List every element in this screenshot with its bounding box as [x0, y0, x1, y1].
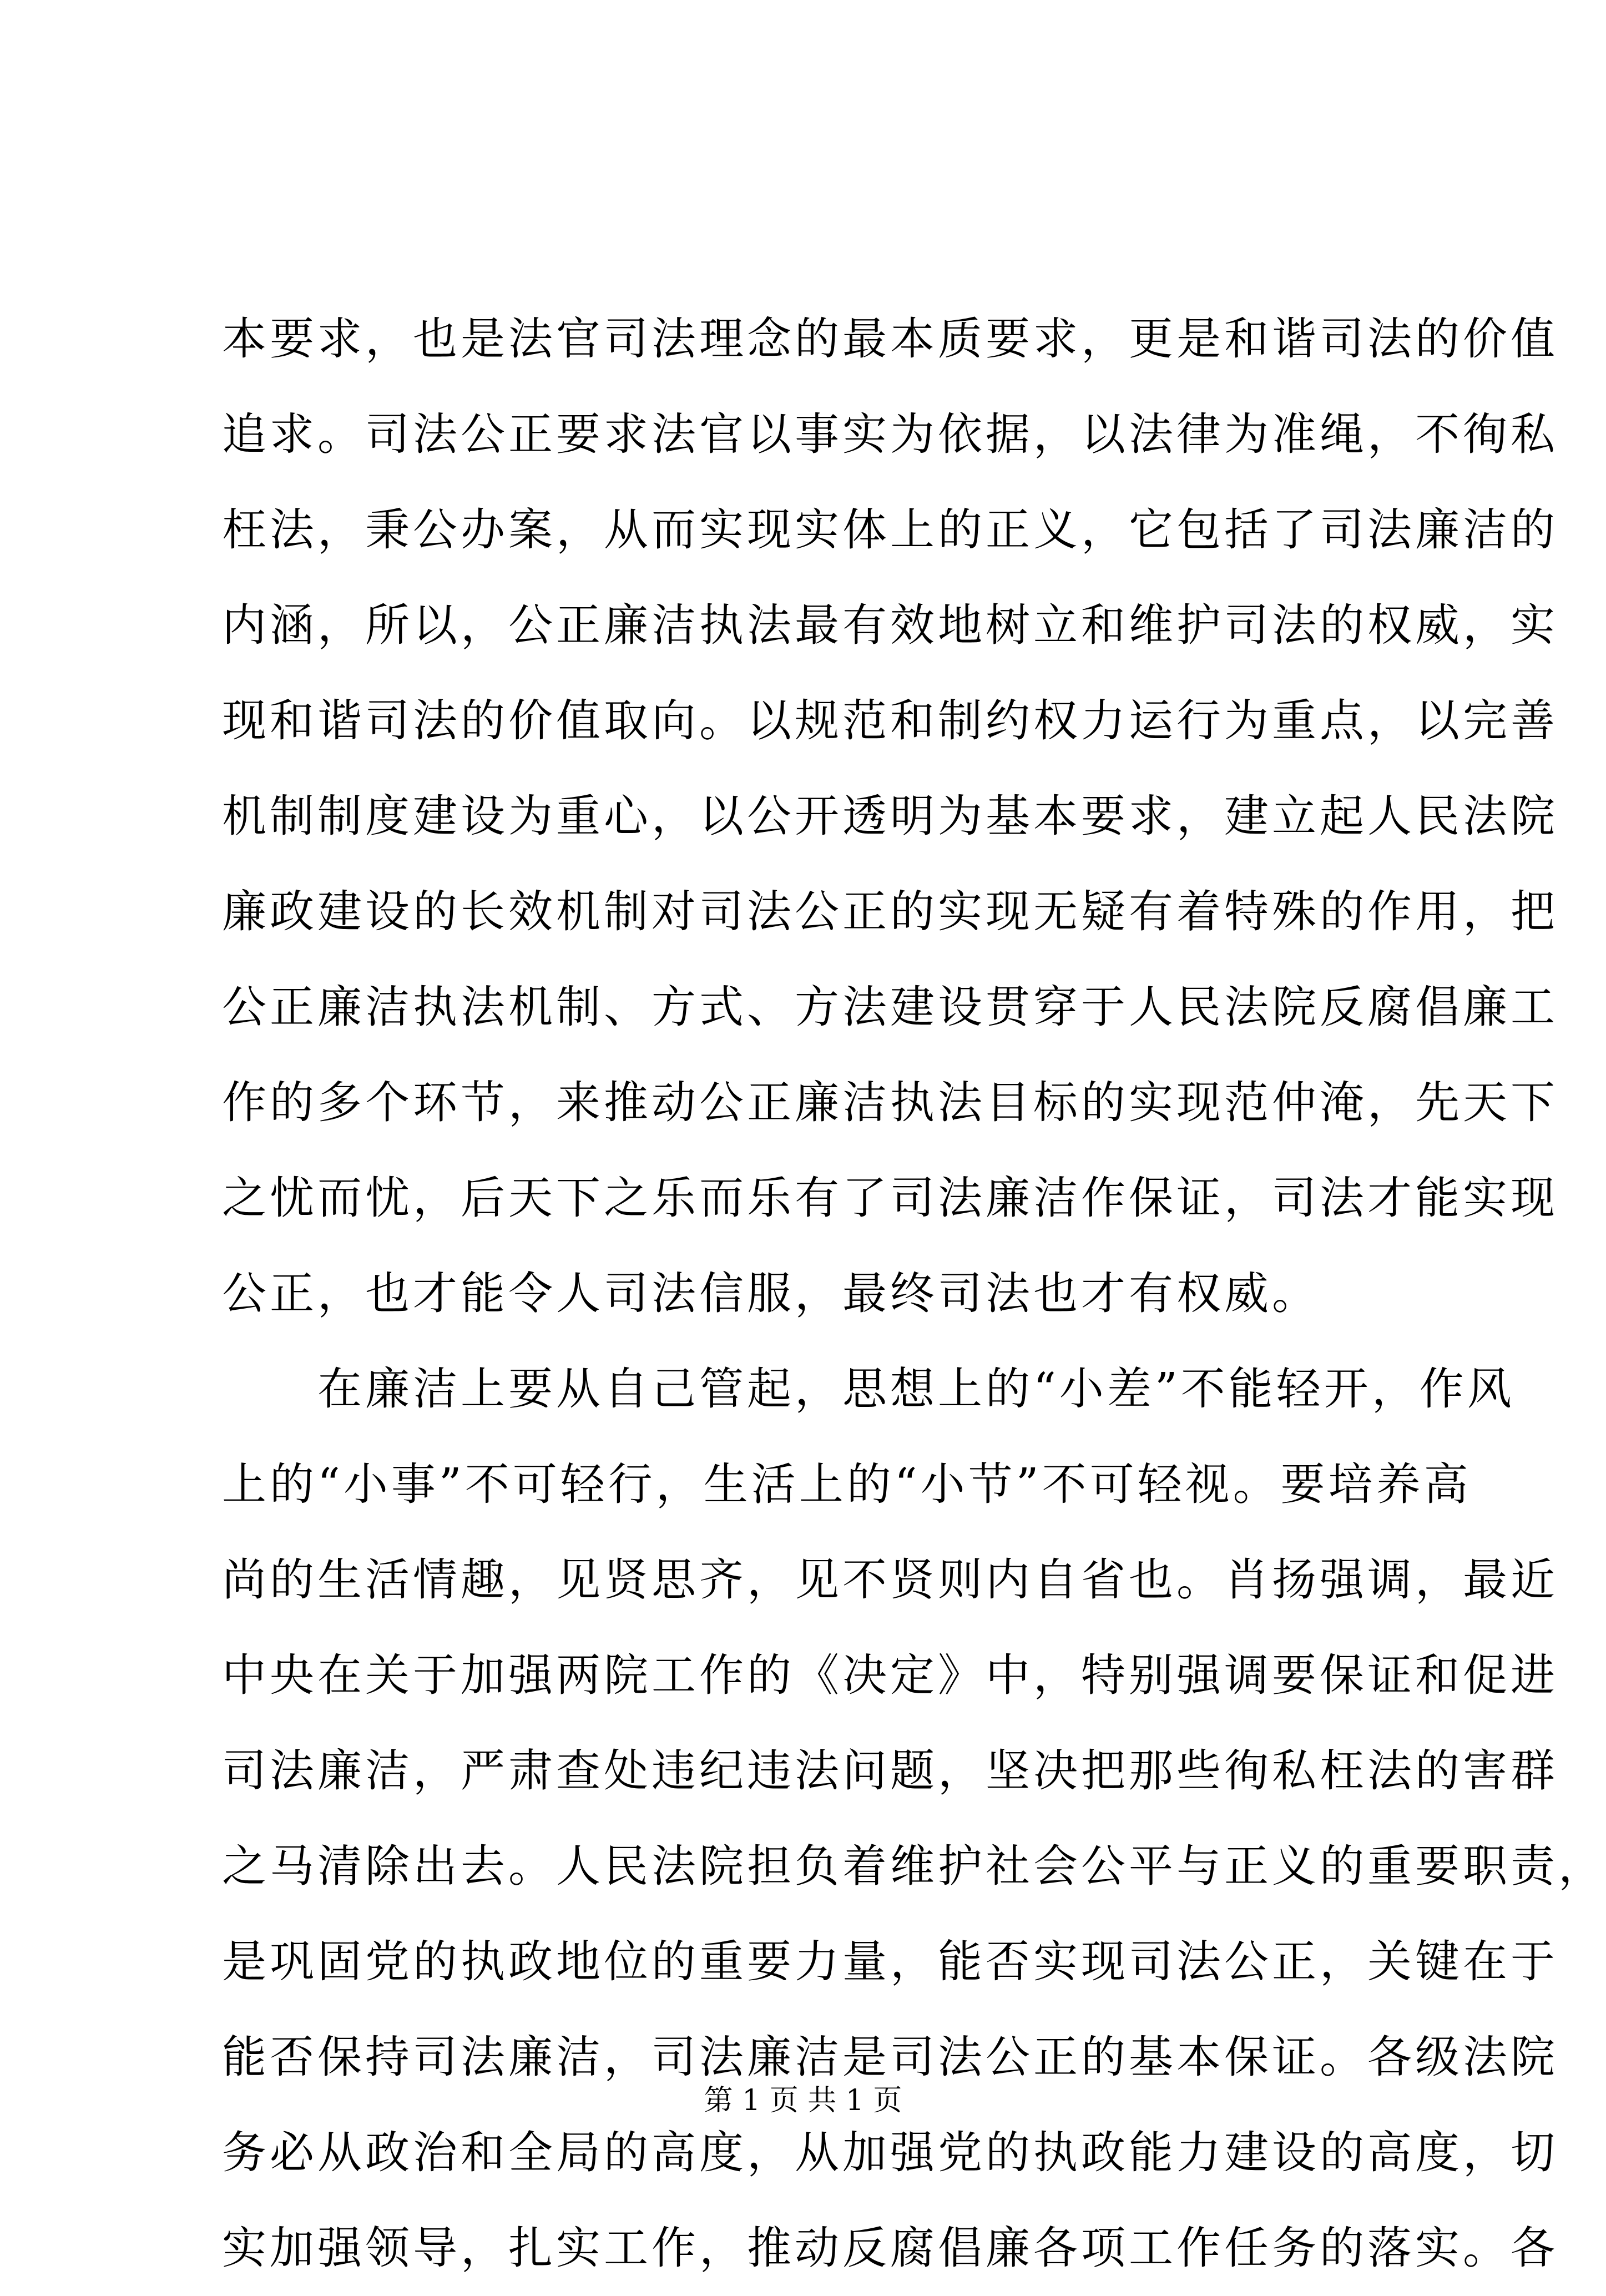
text-line: 之忧而忧，后天下之乐而乐有了司法廉洁作保证，司法才能实现	[222, 1172, 1558, 1224]
text-line: 尚的生活情趣，见贤思齐，见不贤则内自省也。肖扬强调，最近	[222, 1554, 1558, 1606]
text-line: 上的“小事”不可轻行，生活上的“小节”不可轻视。要培养高	[222, 1459, 1472, 1510]
text-line: 中央在关于加强两院工作的《决定》中，特别强调要保证和促进	[222, 1649, 1558, 1701]
text-line: 是巩固党的执政地位的重要力量，能否实现司法公正，关键在于	[222, 1936, 1558, 1987]
paragraph-1	[222, 291, 1558, 1341]
text-line: 现和谐司法的价值取向。以规范和制约权力运行为重点，以完善	[222, 695, 1558, 746]
text-line: 公正廉洁执法机制、方式、方法建设贯穿于人民法院反腐倡廉工	[222, 981, 1558, 1033]
text-line: 公正，也才能令人司法信服，最终司法也才有权威。	[222, 1268, 1320, 1319]
text-line: 追求。司法公正要求法官以事实为依据，以法律为准绳，不徇私	[222, 408, 1558, 460]
page-footer	[0, 2078, 1606, 2123]
paragraph-2	[222, 1341, 1606, 2296]
text-line: 实加强领导，扎实工作，推动反腐倡廉各项工作任务的落实。各	[222, 2222, 1558, 2274]
text-line: 在廉洁上要从自己管起，思想上的“小差”不能轻开，作风	[317, 1363, 1515, 1415]
text-line: 作的多个环节，来推动公正廉洁执法目标的实现范仲淹，先天下	[222, 1077, 1558, 1128]
text-line: 枉法，秉公办案，从而实现实体上的正义，它包括了司法廉洁的	[222, 504, 1558, 556]
document-body	[222, 291, 1606, 2296]
text-line: 机制制度建设为重心，以公开透明为基本要求，建立起人民法院	[222, 790, 1558, 842]
page-number: 第 1 页 共 1 页	[704, 2084, 902, 2117]
text-line: 务必从政治和全局的高度，从加强党的执政能力建设的高度，切	[222, 2127, 1558, 2178]
text-line: 廉政建设的长效机制对司法公正的实现无疑有着特殊的作用，把	[222, 886, 1558, 937]
text-line: 本要求，也是法官司法理念的最本质要求，更是和谐司法的价值	[222, 313, 1558, 365]
text-line: 能否保持司法廉洁，司法廉洁是司法公正的基本保证。各级法院	[222, 2031, 1558, 2083]
text-line: 司法廉洁，严肃查处违纪违法问题，坚决把那些徇私枉法的害群	[222, 1745, 1558, 1797]
text-line: 之马清除出去。人民法院担负着维护社会公平与正义的重要职责，	[222, 1840, 1606, 1892]
text-line: 内涵，所以，公正廉洁执法最有效地树立和维护司法的权威，实	[222, 599, 1558, 651]
